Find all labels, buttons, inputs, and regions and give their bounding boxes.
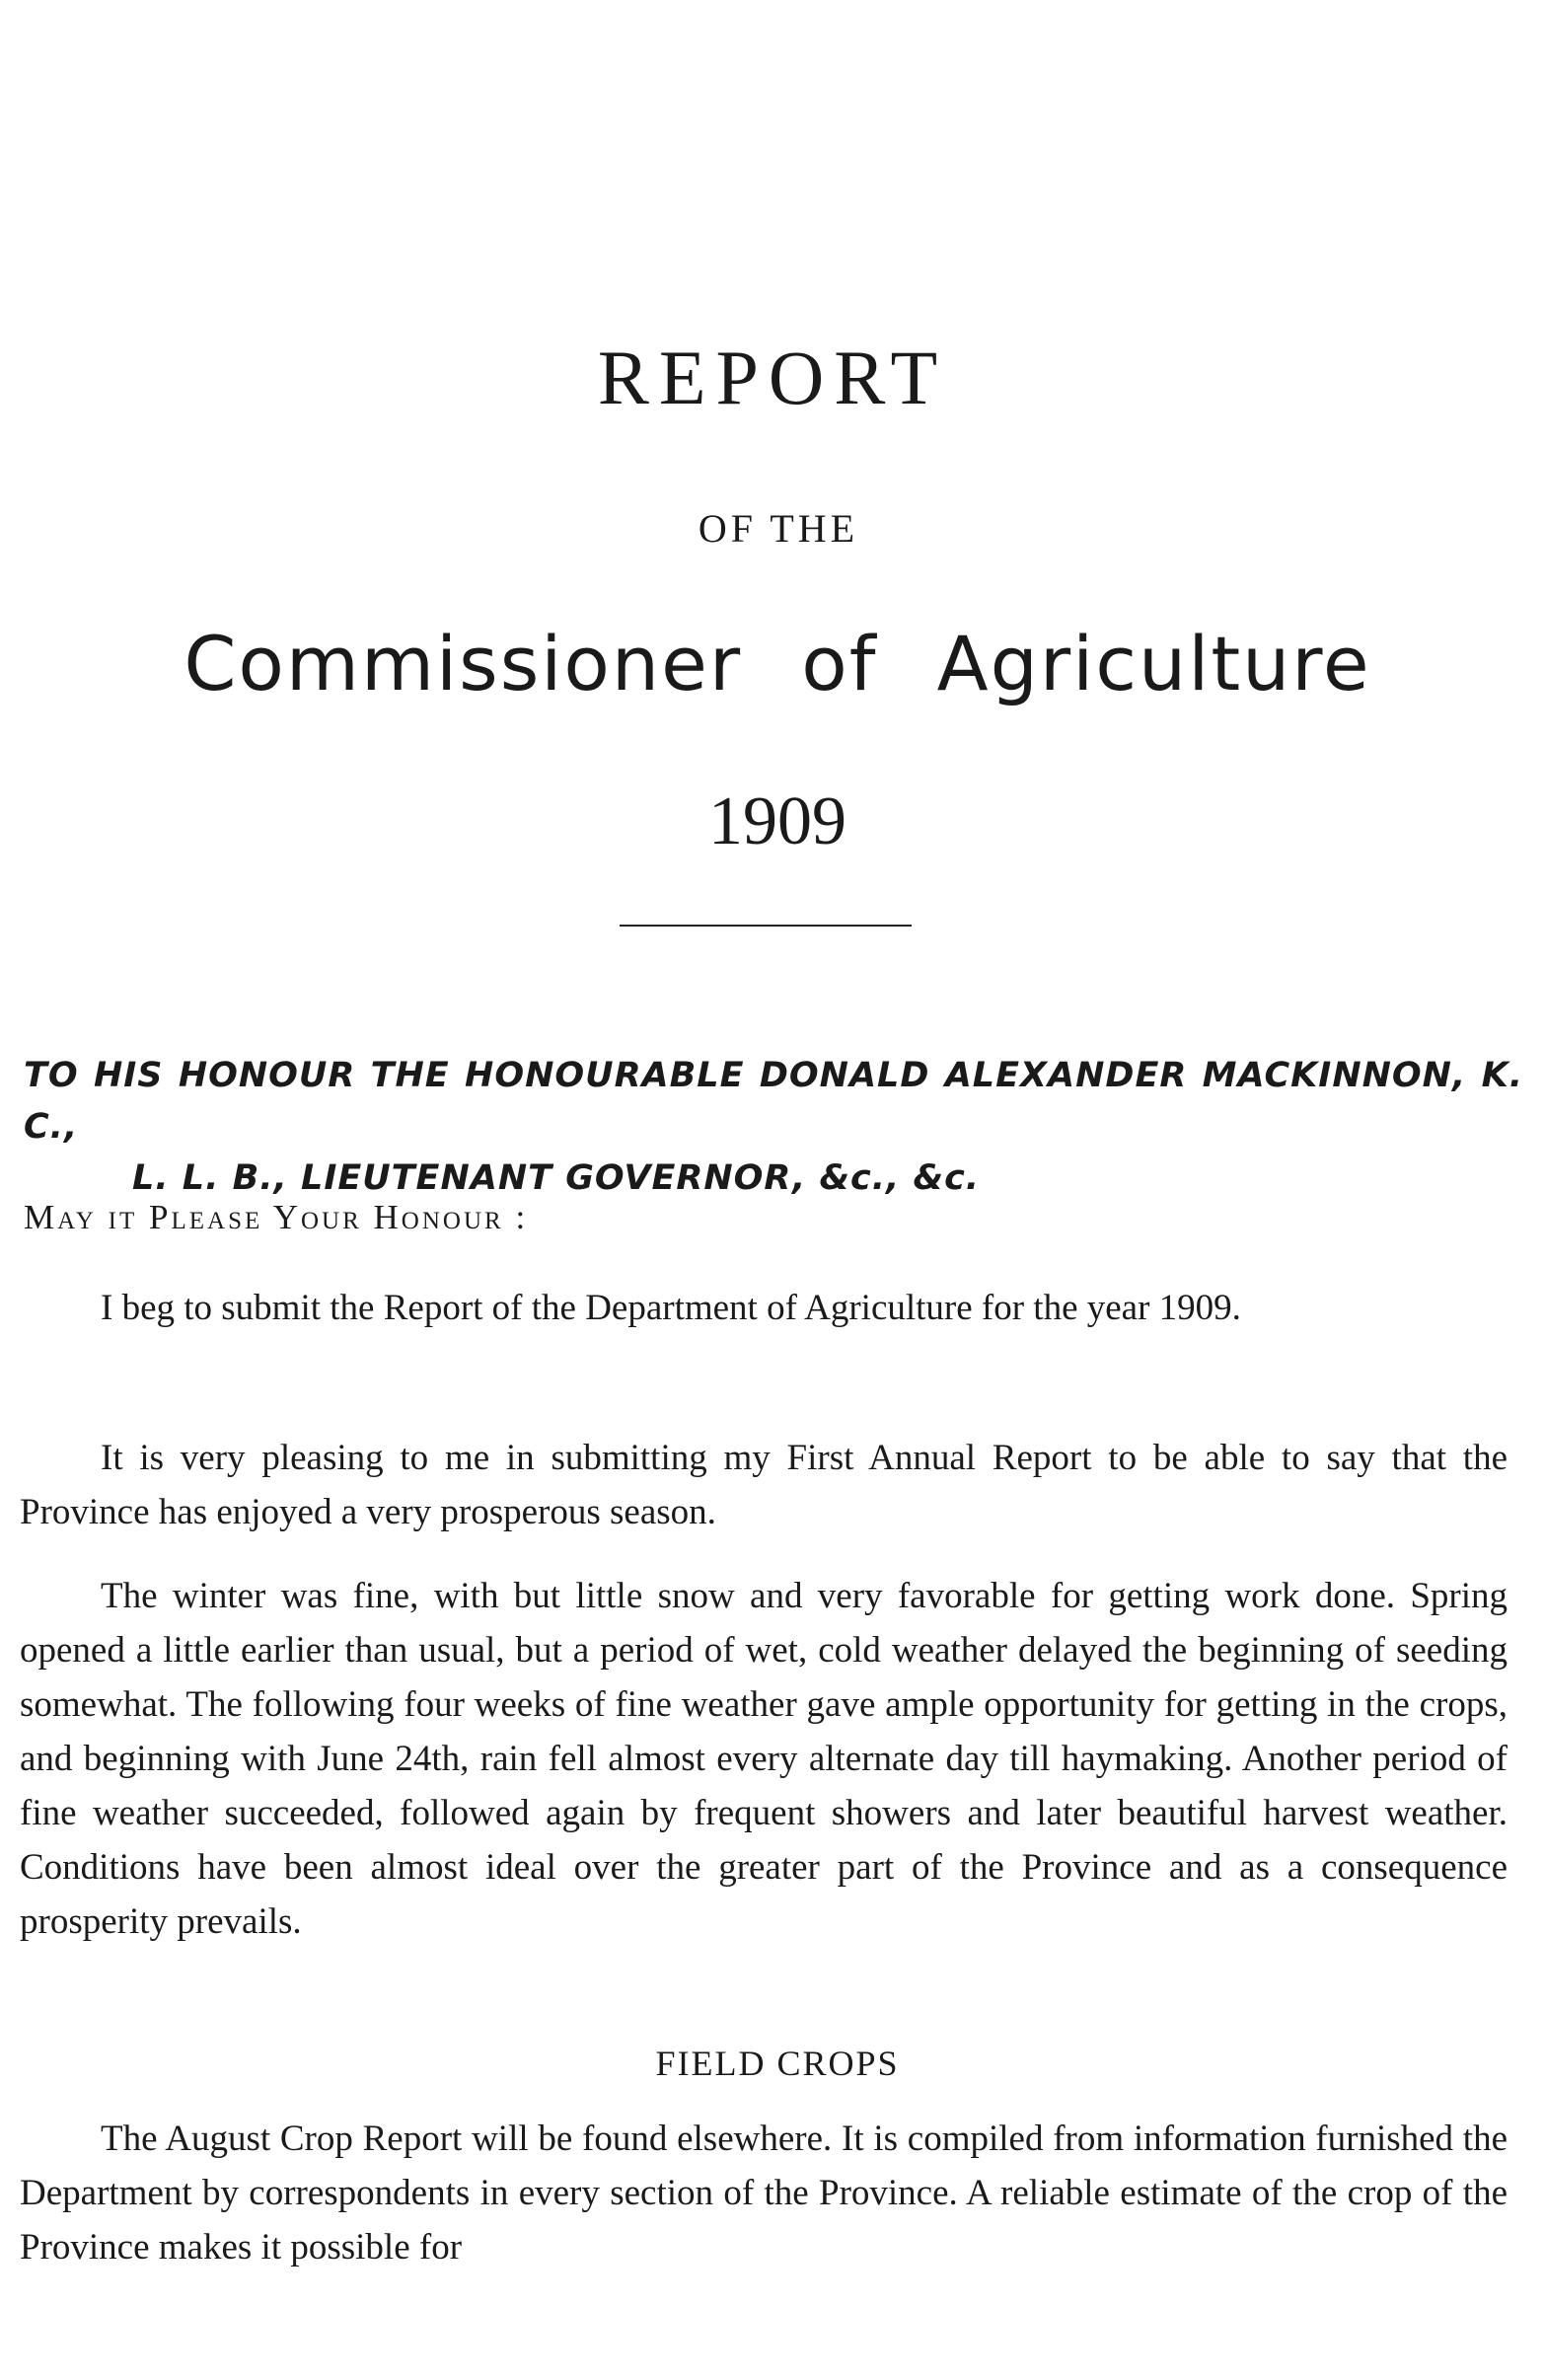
paragraph-3: The winter was fine, with but little snow and very favorable for getting work done. Spring opened a little earlier than usual, but a period of wet, cold weather delayed the beginning of seeding somewhat. The following four weeks of fine weather gave ample opportunity for getting in the crops, and beginning with June 24th, rain fell almost every alternate day till haymaking. Another period of fine weather succeeded, followed again by frequent showers and later beautiful harvest weather. Conditions have been almost ideal over the greater part of the Province and as a consequence prosperity prevails.	[20, 1576, 1508, 1942]
report-year: 1909	[708, 783, 846, 859]
report-subtitle-commissioner: Commissioner of Agriculture	[184, 620, 1371, 707]
title-divider	[620, 925, 912, 927]
report-subtitle-of-the: OF THE	[698, 506, 859, 551]
report-title: REPORT	[597, 335, 948, 420]
address-line-2: L. L. B., LIEUTENANT GOVERNOR, &c., &c.	[132, 1158, 981, 1198]
paragraph-2: It is very pleasing to me in submitting my First Annual Report to be able to say that the Province has enjoyed a very prosperous season.	[20, 1438, 1508, 1532]
address-block	[24, 1050, 1523, 1204]
paragraph-1: I beg to submit the Report of the Department of Agriculture for the year 1909.	[101, 1288, 1241, 1328]
salutation: May it Please Your Honour :	[24, 1198, 529, 1236]
paragraph-field-crops: The August Crop Report will be found elsewhere. It is compiled from information furnished the Department by correspondents in every section of the Province. A reliable estimate of the crop of the Province makes it possible for	[20, 2119, 1508, 2268]
section-heading-field-crops: FIELD CROPS	[655, 2044, 900, 2083]
address-line-1: TO HIS HONOUR THE HONOURABLE DONALD ALEXANDER MACKINNON, K. C.,	[24, 1056, 1523, 1147]
